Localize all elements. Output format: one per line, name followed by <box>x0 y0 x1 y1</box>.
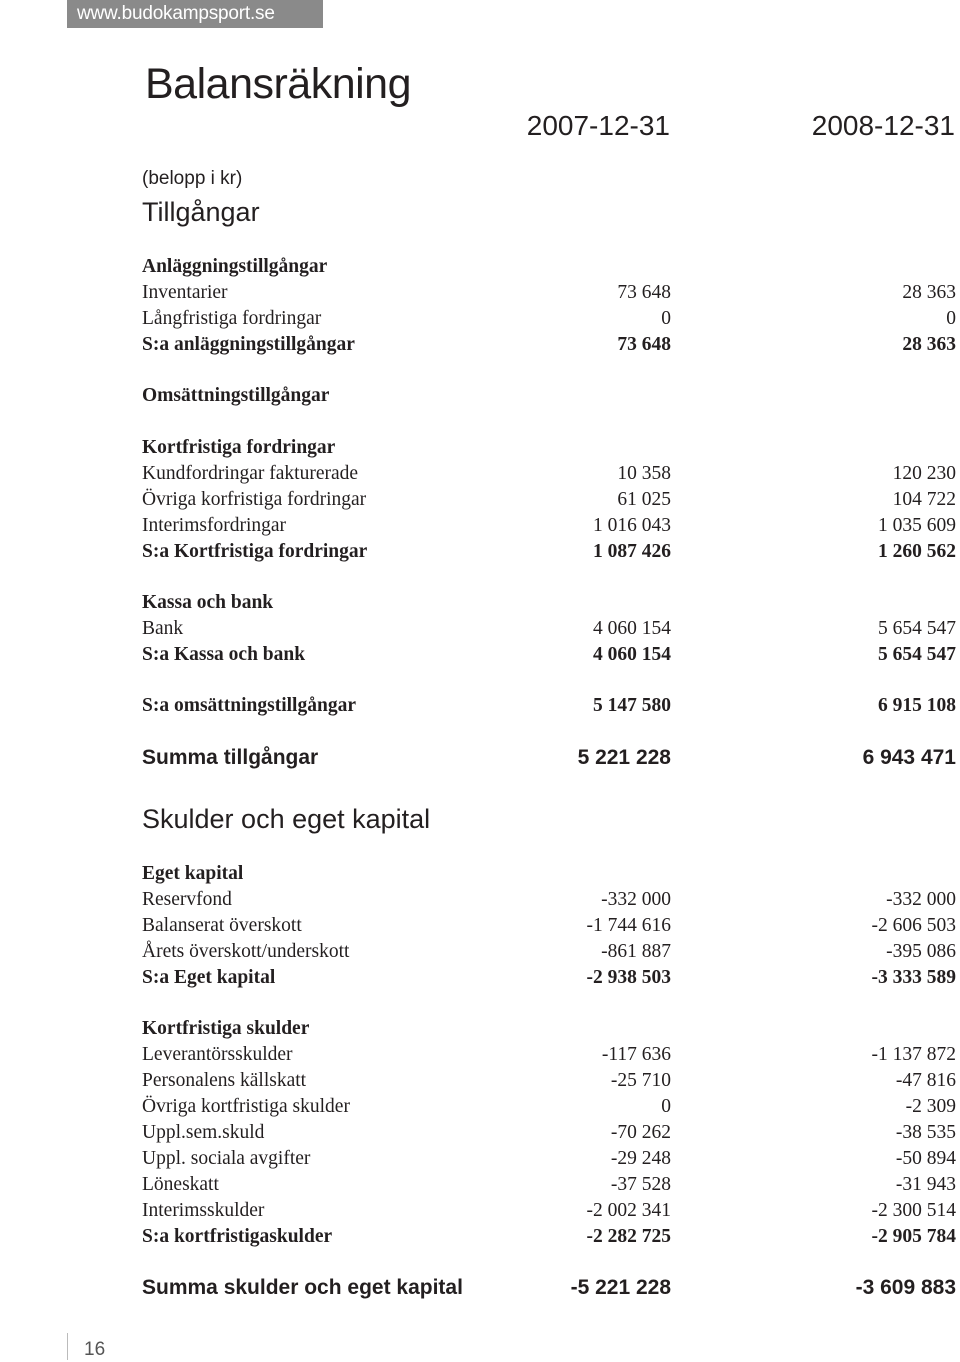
row-label: S:a kortfristigaskulder <box>142 1226 333 1247</box>
table-row <box>142 1172 960 1198</box>
table-row <box>142 965 960 991</box>
value-2008: 6 915 108 <box>878 695 956 716</box>
table-row <box>142 616 960 642</box>
value-2008: 5 654 547 <box>878 618 956 639</box>
value-2007: 4 060 154 <box>593 618 671 639</box>
row-label: Kassa och bank <box>142 592 274 613</box>
value-2008: -3 333 589 <box>871 967 956 988</box>
table-row <box>142 887 960 913</box>
table-row <box>142 1275 960 1301</box>
row-label: Summa skulder och eget kapital <box>142 1276 463 1299</box>
row-label: Uppl. sociala avgifter <box>142 1148 311 1169</box>
table-row <box>142 539 960 565</box>
row-label: Övriga korfristiga fordringar <box>142 489 367 510</box>
page-margin-rule <box>67 1333 68 1360</box>
table-row <box>142 280 960 306</box>
row-label: Kundfordringar fakturerade <box>142 463 359 484</box>
value-2007: 5 221 228 <box>577 746 671 769</box>
table-row <box>142 461 960 487</box>
value-2008: -332 000 <box>886 889 956 910</box>
value-2008: 120 230 <box>892 463 956 484</box>
row-label: Bank <box>142 618 184 639</box>
table-row <box>142 332 960 358</box>
value-2008: 6 943 471 <box>862 746 956 769</box>
value-2008: -47 816 <box>895 1070 956 1091</box>
table-row <box>142 693 960 719</box>
table-row <box>142 642 960 668</box>
table-row <box>142 745 960 771</box>
row-label: Balanserat överskott <box>142 915 302 936</box>
value-2007: 10 358 <box>617 463 671 484</box>
row-label: Årets överskott/underskott <box>142 941 350 962</box>
value-2007: 73 648 <box>617 334 671 355</box>
row-label: Kortfristiga skulder <box>142 1018 310 1039</box>
value-2008: -2 905 784 <box>871 1226 956 1247</box>
value-2008: -2 300 514 <box>871 1200 956 1221</box>
value-2008: 0 <box>946 308 956 329</box>
table-row <box>142 1224 960 1250</box>
group-heading-row <box>142 590 960 616</box>
value-2008: -3 609 883 <box>855 1276 956 1299</box>
group-heading-row <box>142 861 960 887</box>
value-2008: -31 943 <box>895 1174 956 1195</box>
value-2008: 104 722 <box>892 489 956 510</box>
value-2007: -70 262 <box>610 1122 671 1143</box>
row-label: Interimsfordringar <box>142 515 287 536</box>
row-label: Långfristiga fordringar <box>142 308 322 329</box>
value-2007: -117 636 <box>601 1044 671 1065</box>
value-2008: 1 035 609 <box>878 515 956 536</box>
value-2007: -5 221 228 <box>570 1276 671 1299</box>
value-2008: 28 363 <box>902 334 956 355</box>
table-row <box>142 1094 960 1120</box>
assets-heading: Tillgångar <box>142 197 260 227</box>
value-2007: -1 744 616 <box>586 915 671 936</box>
value-2008: -2 606 503 <box>871 915 956 936</box>
table-row <box>142 1042 960 1068</box>
value-2007: -861 887 <box>601 941 671 962</box>
year-column-header-2008: 2008-12-31 <box>811 110 955 141</box>
row-label: Leverantörsskulder <box>142 1044 293 1065</box>
value-2007: -332 000 <box>601 889 671 910</box>
value-2008: -38 535 <box>895 1122 956 1143</box>
value-2007: 5 147 580 <box>593 695 671 716</box>
row-label: Anläggningstillgångar <box>142 256 328 277</box>
row-label: Reservfond <box>142 889 232 910</box>
page-number: 16 <box>84 1339 106 1360</box>
watermark-banner: www.budokampsport.se <box>67 0 323 28</box>
group-heading-row <box>142 1016 960 1042</box>
value-2008: -395 086 <box>886 941 956 962</box>
value-2008: 28 363 <box>902 282 956 303</box>
value-2008: -1 137 872 <box>871 1044 956 1065</box>
row-label: Summa tillgångar <box>142 746 319 769</box>
table-row <box>142 1146 960 1172</box>
row-label: S:a Kortfristiga fordringar <box>142 541 368 562</box>
page-title: Balansräkning <box>145 60 412 108</box>
value-2008: -2 309 <box>905 1096 956 1117</box>
table-row <box>142 939 960 965</box>
row-label: Övriga kortfristiga skulder <box>142 1096 350 1117</box>
value-2007: -2 282 725 <box>586 1226 671 1247</box>
table-row <box>142 1198 960 1224</box>
value-2007: 1 087 426 <box>593 541 671 562</box>
table-row <box>142 1120 960 1146</box>
row-label: S:a omsättningstillgångar <box>142 695 356 716</box>
value-2008: -50 894 <box>895 1148 956 1169</box>
value-2007: 0 <box>661 308 671 329</box>
value-2007: 4 060 154 <box>593 644 671 665</box>
group-heading-row <box>142 254 960 280</box>
table-row <box>142 306 960 332</box>
value-2008: 5 654 547 <box>878 644 956 665</box>
row-label: Kortfristiga fordringar <box>142 437 336 458</box>
value-2007: -37 528 <box>610 1174 671 1195</box>
row-label: Uppl.sem.skuld <box>142 1122 265 1143</box>
value-2007: -2 938 503 <box>586 967 671 988</box>
row-label: Omsättningstillgångar <box>142 385 330 406</box>
value-2007: -2 002 341 <box>586 1200 671 1221</box>
table-row <box>142 913 960 939</box>
unit-note: (belopp i kr) <box>142 168 243 189</box>
value-2007: 0 <box>661 1096 671 1117</box>
row-label: Personalens källskatt <box>142 1070 307 1091</box>
value-2007: -25 710 <box>610 1070 671 1091</box>
value-2007: 73 648 <box>617 282 671 303</box>
group-heading-row <box>142 435 960 461</box>
value-2007: -29 248 <box>610 1148 671 1169</box>
value-2007: 61 025 <box>617 489 671 510</box>
table-row <box>142 1068 960 1094</box>
table-row <box>142 487 960 513</box>
table-row <box>142 513 960 539</box>
row-label: Inventarier <box>142 282 228 303</box>
row-label: Löneskatt <box>142 1174 219 1195</box>
row-label: S:a Kassa och bank <box>142 644 306 665</box>
row-label: Eget kapital <box>142 863 244 884</box>
row-label: Interimsskulder <box>142 1200 265 1221</box>
row-label: S:a anläggningstillgångar <box>142 334 355 355</box>
value-2008: 1 260 562 <box>878 541 956 562</box>
row-label: S:a Eget kapital <box>142 967 276 988</box>
value-2007: 1 016 043 <box>593 515 671 536</box>
liabilities-heading: Skulder och eget kapital <box>142 804 431 834</box>
group-heading-row <box>142 383 960 409</box>
year-column-header-2007: 2007-12-31 <box>526 110 670 141</box>
